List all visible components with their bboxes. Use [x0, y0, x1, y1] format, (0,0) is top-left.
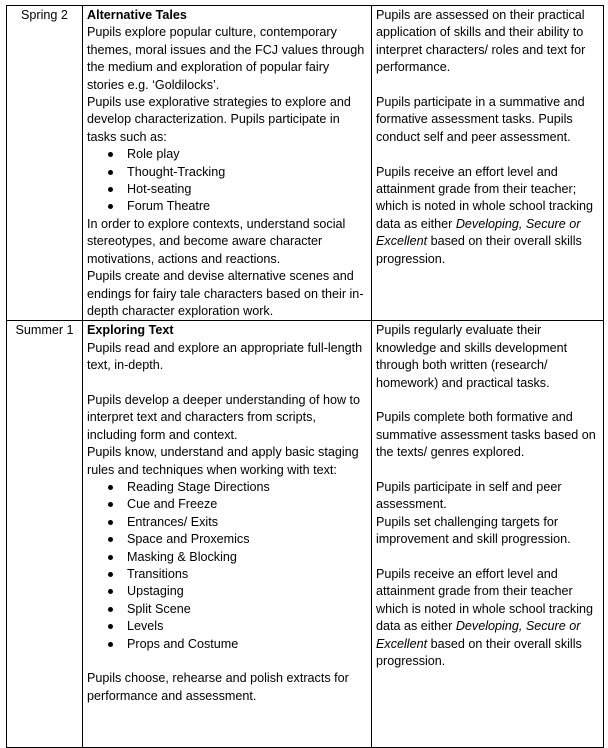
content-paragraph: Pupils use explorative strategies to explore and develop characterization. Pupils participate in tasks such as: — [87, 95, 351, 144]
content-cell — [83, 321, 372, 748]
assessment-text: Pupils receive an effort level and attainment grade from their teacher; which is noted in whole school tracking data as either — [376, 164, 594, 231]
assessment-paragraph — [376, 566, 599, 670]
list-item: Transitions — [127, 566, 367, 583]
list-item: Upstaging — [127, 583, 367, 600]
term-label: Spring 2 — [21, 8, 68, 22]
list-item: Thought-Tracking — [127, 164, 367, 181]
unit-title: Exploring Text — [87, 323, 174, 338]
content-paragraph: Pupils develop a deeper understanding of how to interpret text and characters from scripts, including form and context. — [87, 392, 361, 442]
list-item: Role play — [127, 146, 367, 163]
term-cell — [7, 321, 83, 748]
list-item: Space and Proxemics — [127, 531, 367, 548]
assessment-paragraph: Pupils participate in a summative and formative assessment tasks. Pupils conduct self and peer assessment. — [376, 95, 585, 144]
list-item: Levels — [127, 618, 367, 635]
assessment-text: based on their overall skills progression. — [376, 636, 582, 668]
content-paragraph: Pupils know, understand and apply basic staging rules and techniques when working with text: — [87, 445, 359, 477]
term-cell — [7, 6, 83, 321]
list-item: Hot-seating — [127, 181, 367, 198]
unit-title: Alternative Tales — [87, 8, 187, 22]
list-item: Props and Costume — [127, 636, 367, 653]
assessment-paragraph: Pupils complete both formative and summative assessment tasks based on the texts/ genres explored. — [376, 410, 596, 460]
assessment-cell — [372, 321, 604, 748]
table-row-spring-2 — [7, 6, 604, 321]
content-paragraph: In order to explore contexts, understand social stereotypes, and become aware character motivations, actions and reactions. — [87, 216, 346, 266]
content-paragraph: Pupils create and devise alternative scenes and endings for fairy tale characters based on their in-depth character exploration work. — [87, 269, 364, 318]
assessment-paragraph: Pupils are assessed on their practical application of skills and their ability to interpret characters/ roles and text for performance. — [376, 8, 586, 75]
content-paragraph: Pupils choose, rehearse and polish extracts for performance and assessment. — [87, 671, 349, 703]
assessment-cell — [372, 6, 604, 321]
assessment-paragraph — [376, 164, 599, 268]
list-item: Split Scene — [127, 601, 367, 618]
grade-levels: Developing, Secure or Excellent — [376, 216, 581, 249]
list-item: Reading Stage Directions — [127, 479, 367, 496]
list-item: Entrances/ Exits — [127, 514, 367, 531]
grade-levels: Developing, Secure or Excellent — [376, 619, 581, 651]
technique-list — [87, 479, 367, 653]
content-cell — [83, 6, 372, 321]
content-paragraph: Pupils read and explore an appropriate full-length text, in-depth. — [87, 340, 363, 373]
curriculum-table — [6, 5, 604, 748]
assessment-text: Pupils receive an effort level and attainment grade from their teacher which is noted in whole school tracking data as either — [376, 566, 594, 634]
list-item: Cue and Freeze — [127, 496, 367, 513]
list-item: Forum Theatre — [127, 198, 367, 215]
assessment-paragraph: Pupils participate in self and peer assessment. — [376, 479, 562, 512]
list-item: Masking & Blocking — [127, 549, 367, 566]
assessment-paragraph: Pupils set challenging targets for improvement and skill progression. — [376, 514, 571, 547]
content-paragraph: Pupils explore popular culture, contemporary themes, moral issues and the FCJ values through the medium and exploration of popular fairy stories e.g. ‘Goldilocks’. — [87, 25, 365, 92]
assessment-text: based on their overall skills progression. — [376, 234, 582, 266]
task-list — [87, 146, 367, 216]
term-label: Summer 1 — [15, 323, 74, 338]
table-row-summer-1 — [7, 321, 604, 748]
assessment-paragraph: Pupils regularly evaluate their knowledge and skills development through both written (research/ homework) and practical tasks. — [376, 323, 568, 390]
